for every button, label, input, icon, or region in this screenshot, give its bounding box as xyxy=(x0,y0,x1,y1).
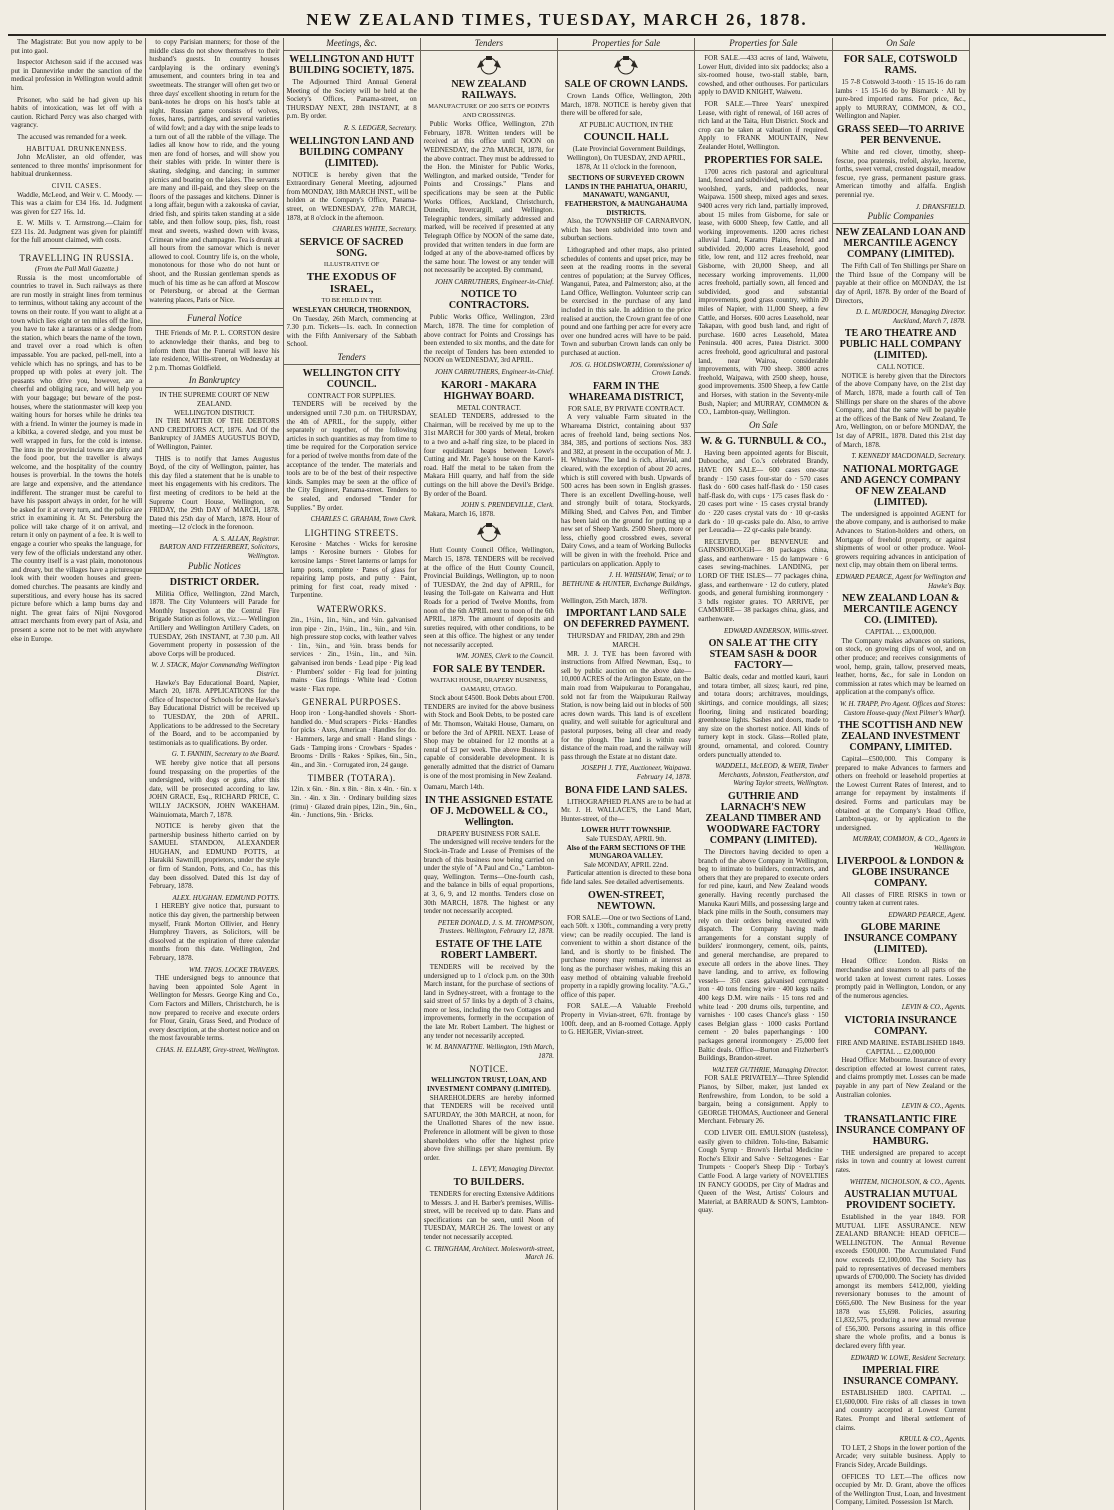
column-7 xyxy=(832,38,969,1510)
notice-subtitle: THURSDAY and FRIDAY, 28th and 29th MARCH. xyxy=(567,632,685,650)
notice-body: MR. J. J. TYE has been favored with instructions from Alfred Newman, Esq., to sell by public auction on the above date— 10,000 ACRES of the Arlington Estate, on the main road from Waipukurau to Porangahau, sold not far from the Waipukurau Railway Station, is now being laid out in blocks of 500 acres down wards. This land is of excellent quality, and well suitable for agricultural and pastoral purposes, being all clear and ready for the plough. The land is within easy distance of the main road, and the railway will pass through the Estate at no distant date. xyxy=(561,649,692,761)
section-heading: HABITUAL DRUNKENNESS. xyxy=(26,144,128,153)
notice-title: TE ARO THEATRE AND PUBLIC HALL COMPANY (LIMITED). xyxy=(839,328,962,362)
notice-subtitle: CAPITAL ... £2,000,000 xyxy=(866,1047,936,1056)
section-header: Public Notices xyxy=(146,561,282,574)
royal-crest-icon xyxy=(474,521,504,543)
list-heading: LIGHTING STREETS. xyxy=(304,527,399,538)
notice-title: COUNCIL HALL xyxy=(583,131,669,144)
column-6 xyxy=(694,38,831,1510)
notice-body: I HEREBY give notice that, pursuant to notice this day given, the partnership between myself, Frank Morton Ollivier, and Henry Humphrey Travers, as Solicitors, will be dissolved at the expiration of three calendar months from this date. Wellington, 2nd February, 1878. xyxy=(149,902,280,962)
notice-title: WELLINGTON AND HUTT BUILDING SOCIETY, 1875. xyxy=(289,54,415,76)
signature: J. H. WHISHAW, Tenui; or to xyxy=(608,571,692,580)
article-text: E. W. Mills v. T. Armstrong.—Claim for £23 11s. 2d. Judgment was given for plaintiff for the full amount claimed, with costs. xyxy=(11,219,143,245)
notice-subtitle: MANUFACTURE OF 200 SETS OF POINTS AND CROSSINGS. xyxy=(428,103,550,119)
signature: JOSEPH J. TYE, Auctioneer, Waipawa. February 14, 1878. xyxy=(581,764,692,781)
section-header: Tenders xyxy=(421,38,557,51)
notice-body: NOTICE is hereby given that the Extraordinary General Meeting, adjourned from MONDAY, 18th MARCH INST., will be holden at the Company's Office, Panama-street, on WEDNESDAY, 27th MARCH, 1878, at 8 o'clock in the afternoon. xyxy=(286,170,417,222)
notice-body: Baltic deals, cedar and mottled kauri, kauri and totara timber, all sizes; kauri, red pine, and totara doors; architraves, mouldings, skirtings, and cornice mouldings, all sizes; flooring, lining and rusticated boarding; greenhouse lights. Sashes and doors, made to any size on the shortest notice. All kinds of turnery kept in stock. Glass—Rolled plate, ground, ornamental, and colored. Country orders punctually attended to. xyxy=(698,673,829,759)
signature: G. T. FANNIN, Secretary to the Board. xyxy=(171,750,280,759)
notice-subtitle: Also of the FARM SECTIONS OF THE MUNGAROA VALLEY. xyxy=(566,843,686,861)
notice-body: Particular attention is directed to these bona fide land sales. See detailed advertisements. xyxy=(561,869,692,886)
notice-body: Having been appointed agents for Biscuit, Dubouche, and Co.'s celebrated Brandy, HAVE ON SALE— 600 cases one-star brandy · 150 cases four-star do · 570 cases flask do · 600 cases half-flask do · 150 cases half-flask do, with cups · 175 cases flask do · 20 cases port wine · 15 cases crystal brandy do · 220 cases crystal vats do · 10 qr-casks dark do · 10 qr-casks pale do. Also, to arrive per Leucadia— 22 qr-casks pale brandy. xyxy=(698,448,829,535)
notice-title: FARM IN THE WHAREAMA DISTRICT, xyxy=(568,380,684,403)
signature: JOHN S. PRENDEVILLE, Clerk. xyxy=(461,501,554,510)
notice-title: KARORI - MAKARA HIGHWAY BOARD. xyxy=(441,379,537,402)
notice-body: Crown Lands Office, Wellington, 20th March, 1878. NOTICE is hereby given that there will be offered for sale, xyxy=(561,92,692,118)
notice-body: SEALED TENDERS, addressed to the Chairman, will be received by me up to the 31st MARCH for 300 yards of Metal, broken to a two and a-half ring size, to be placed in four equidistant heaps between Lowe's Cutting and Mr. Page's house on the Karori-road. Half the metal to be taken from the Makara Hill quarry, and half from the side cuttings on the hill above the Devil's Bridge. By order of the Board. xyxy=(423,412,554,498)
supply-list: Hoop iron · Long-handled shovels · Short-handled do. · Mud scrapers · Picks · Handles for picks · Axes, American · Handles for do. · Hammers, large and small · Hand slings · Gads · Tamping irons · Crowbars · Spades · Brooms · Drills · Rakes · Spikes, 6in., 5in., 4in., and 3in. · Corrugated iron, 24 gauge. xyxy=(290,709,417,769)
section-header: Properties for Sale xyxy=(695,38,831,51)
signature: WHITEM, NICHOLSON, & CO., Agents. xyxy=(849,1177,966,1186)
list-heading: GENERAL PURPOSES. xyxy=(302,697,402,708)
notice-date: Wellington, 25th March, 1878. xyxy=(561,596,648,605)
section-header: Funeral Notice xyxy=(146,313,282,326)
signature: CHAS. H. ELLABY, Grey-street, Wellington. xyxy=(155,1045,280,1054)
section-header: Tenders xyxy=(284,352,420,365)
notice-title: SALE OF CROWN LANDS. xyxy=(564,79,688,90)
notice-title: W. & G. TURNBULL & CO., xyxy=(700,435,827,447)
supply-list: Kerosine · Matches · Wicks for kerosine lamps · Kerosine burners · Globes for kerosine lamps · Street lanterns or lamps for lamp posts, complete · Panes of glass for repairing lamp posts, and putty · Paint, priming for first coat, ready mixed · Turpentine. xyxy=(290,539,417,600)
notice-subtitle: AT PUBLIC AUCTION, IN THE xyxy=(579,120,674,129)
column-4 xyxy=(420,38,557,1510)
notice-body: The Fifth Call of Ten Shillings per Share on the Third Issue of the Company will be payable at their office on MONDAY, the 1st day of April, 1878. By order of the Board of Directors, xyxy=(835,262,966,305)
signature: JOS. G. HOLDSWORTH, Commissioner of Crown Lands. xyxy=(569,360,692,378)
notice-title: DISTRICT ORDER. xyxy=(169,576,260,588)
notice-subtitle: TO BE HELD IN THE xyxy=(321,297,382,305)
notice-body: Also, the TOWNSHIP OF CARNARVON, which has been subdivided into town and suburban sections. xyxy=(561,217,692,243)
column-2 xyxy=(145,38,282,1510)
notice-body: FOR SALE.—Three Years' unexpired Lease, with right of renewal, of 160 acres of rich land at the Taita, Hutt District. Stock and crop can be taken at valuation if required. Apply to FRANK MOUNTAIN, New Zealander Hotel, Wellington. xyxy=(698,99,829,151)
section-header: In Bankruptcy xyxy=(146,375,282,388)
signature: D. L. MURDOCH, Managing Director. Auckland, March 7, 1878. xyxy=(855,308,966,325)
article-text: Prisoner, who said he had given up his habits of intoxication, was let off with a caution. Richard Percy was also charged with vagrancy. xyxy=(11,95,143,130)
funeral-notice: THE Friends of Mr. P. L. CORSTON desire to acknowledge their thanks, and beg to inform them that the Funeral will leave his late residence, Willis-street, on Wednesday at 2 p.m. Thomas Goldfield. xyxy=(149,329,280,372)
notice-subtitle: Sale TUESDAY, APRIL 9th. xyxy=(585,834,667,843)
notice-body: Hawke's Bay Educational Board, Napier, March 20, 1878. APPLICATIONS for the office of Inspector of Schools for the Hawke's Bay Educational District will be received up to TUESDAY, the 20th of APRIL. Applications to be addressed to the Secretary of the Board, and to be accompanied by testimonials as to qualifications. By order. xyxy=(149,678,280,747)
notice-body: TENDERS will be received by the undersigned until 7.30 p.m. on THURSDAY, the 4th of APRIL, for the supply, either separately or together, of the following articles in such quantities as may from time to time be required for the Corporation service for a period of twelve months from date of the acceptance of the tender. The materials and tools are to be of the best of their respective kinds. Samples may be seen at the office of the City Engineer, Panama-street. Tenders to be sealed, and endorsed "Tender for Supplies." By order. xyxy=(286,400,417,512)
signature: J. DRANSFIELD. xyxy=(915,202,966,211)
signature: KRULL & CO., Agents. xyxy=(899,1435,966,1444)
bankruptcy-notice: THIS is to notify that James Augustus Boyd, of the city of Wellington, painter, has this day filed a statement that he is unable to meet his engagements with his creditors. The first meeting of creditors to be held at the Supreme Court House, Wellington, on FRIDAY, the 29th DAY of MARCH, 1878. Dated this 25th day of March, 1878. Hour of meeting—12 o'clock in the forenoon. xyxy=(149,454,280,532)
notice-subtitle: SECTIONS OF SURVEYED CROWN LANDS IN THE PAHIATUA, OHARIU, MANAWATU, WANGANUI, FEATHERSTON, & MAUNGAHAUMA DISTRICTS. xyxy=(564,174,688,217)
notice-title: NOTICE. xyxy=(469,1064,509,1075)
notice-body: 15 7-8 Cotswold 3-tooth · 15 15-16 do ram lambs · 15 15-16 do by Bismarck · All by pure-bred imported rams. For price, &c., apply to MURRAY, COMMON, & CO., Wellington and Napier. xyxy=(835,78,966,121)
article-body: to copy Parisian manners; for those of the middle class do not show themselves to their husband's guests. In country houses cardplaying is the ordinary evening's amusement, and counters bring in tea and sweetmeats. The stranger will often get two or three days' excellent shooting in return for the bank-notes he drops on his host's table at night. Russian game consists of wolves, foxes, hares, partridges, and several varieties of wild fowl; and a day with the snipe leads to a turn out of all the rabble of the village. The ladies all know how to ride, and the young men are fond of horses, and will show you their stables with pride. In winter there is skating, sledging, and dancing; in summer picnics and boating on the lakes. The servants are many and ill-paid, and they sleep on the floors of the passages and kitchens. Dinner is a long affair, begun with a zakouska of caviar, dried fish, and spirits taken standing at a side table, and then follow soup, pies, fish, roast meat and sweets, washed down with kvass, Crimean wine and champagne. Tea is drunk at all hours from the samovar which is never allowed to cool. Country life is, on the whole, monotonous for those who do not hunt or shoot, and the Russian gentleman spends as much of his time as he can afford at Moscow or Petersburg, or abroad at the German watering places, Paris or Nice. xyxy=(149,38,280,304)
notice-body: Lithographed and other maps, also printed schedules of contents and upset price, may be seen at the reading rooms in the several centres of population; at the Survey Offices, Wanganui, Patea, and Palmerston; also, at the Land Office, Wellington. Volunteer scrip can be exercised in the purchase of any land included in this sale. In addition to the price realised at auction, the Crown grant fee of one pound and one farthing per acre for every acre over one hundred acres will have to be paid. Town and suburban Crown lands can only be purchased at auction. xyxy=(561,245,692,358)
notice-subtitle: METAL CONTRACT. xyxy=(456,403,521,412)
section-heading: CIVIL CASES. xyxy=(51,181,102,190)
notice-body: TENDERS will be received by the undersigned up to 1 o'clock p.m. on the 30th March instant, for the purchase of sections of land in Sydney-street, with a frontage to the said street of 57 links by a depth of 3 chains, more or less, including the two Cottages and improvements, formerly in the occupation of the late Mr. Robert Lambert. The highest or any tender not necessarily accepted. xyxy=(423,962,554,1040)
notice-body: THE undersigned are prepared to accept risks in town and country at lowest current rates. xyxy=(835,1148,966,1174)
notice-title: NEW ZEALAND LOAN & MERCANTILE AGENCY CO. (LIMITED). xyxy=(841,593,960,627)
signature: R. S. LEDGER, Secretary. xyxy=(343,123,417,132)
article-title: TRAVELLING IN RUSSIA. xyxy=(19,253,134,264)
notice-title: TO BUILDERS. xyxy=(453,1176,525,1188)
column-1 xyxy=(8,38,145,1510)
notice-body: The Directors having decided to open a branch of the above Company in Wellington, beg to intimate to builders, contractors, and others that they are prepared to execute orders for red pine, kauri, and New Zealand woods generally. Having recently purchased the Manuka Kauri Mills, and possessing large and black pine mills in the South, consumers may rely on their orders being executed with dispatch. The Company having made arrangements for a constant supply of builders' ironmongery, cement, oils, paints, and general merchandise, are prepared to execute all orders in the above lines. They have landing, and to arrive, ex following vessels— 350 cases galvanised corrugated iron · 40 tons fencing wire · 400 kegs nails · 400 kegs D.M. wire nails · 15 tons red and white lead · 200 drums oils, turpentine, and varnishes · 100 cases Chance's glass · 150 cases Belgian glass · 1000 casks Portland cement · 20 bales paperhangings · 100 packages general ironmongery · 25,000 feet Baltic deals. Office—Burton and Fitzherbert's Buildings, Brandon-street. xyxy=(698,847,829,1063)
notice-body: Public Works Office, Wellington, 23rd March, 1878. The time for completion of above contract for Points and Crossings has been extended to six months, and the date for the receipt of Tenders has been extended to NOON on WEDNESDAY, 3rd APRIL. xyxy=(423,313,554,365)
notice-body: The Adjourned Third Annual General Meeting of the Society will be held at the Society's Offices, Panama-street, on THURSDAY NEXT, 28th INSTANT, at 8 p.m. By order. xyxy=(286,78,417,121)
signature: JOHN CARRUTHERS, Engineer-in-Chief. xyxy=(434,368,554,377)
notice-subtitle: Sale MONDAY, APRIL 22nd. xyxy=(583,860,669,869)
section-header: On Sale xyxy=(695,420,831,433)
signature: A. S. ALLAN, Registrar. xyxy=(212,534,280,543)
notice-title: WELLINGTON CITY COUNCIL. xyxy=(302,367,401,390)
section-header: On Sale xyxy=(833,38,969,51)
column-3 xyxy=(283,38,420,1510)
notice-subtitle: DRAPERY BUSINESS FOR SALE. xyxy=(437,829,541,838)
notice-body: THE undersigned begs to announce that having been appointed Sole Agent in Wellington for Messrs. George King and Co., Corn Factors and Millers, Christchurch, he is now prepared to receive and execute orders for Flour, Grain, Grass Seed, and Produce of every description, at the shortest notice and on the most favourable terms. xyxy=(149,974,280,1043)
notice-title: BONA FIDE LAND SALES. xyxy=(564,784,688,796)
signature: BARTON AND FITZHERBERT, Solicitors, Wellington. xyxy=(159,543,280,561)
notice-subtitle: LOWER HUTT TOWNSHIP. xyxy=(581,826,671,835)
bankruptcy-matter: IN THE MATTER OF THE DEBTORS AND CREDITORS ACT, 1876. And Of the Bankruptcy of JAMES AUGUSTUS BOYD, of Wellington, Painter. xyxy=(149,417,280,451)
article-text: The Magistrate: But you now apply to be put into gaol. xyxy=(11,38,143,55)
article-text: Waddle, McLeod, and Weir v. C. Moody. —This was a claim for £34 16s. 1d. Judgment was given for £27 16s. 1d. xyxy=(11,190,143,216)
signature: T. KENNEDY MACDONALD, Secretary. xyxy=(851,452,966,461)
article-text: John McAlister, an old offender, was sentenced to three months' imprisonment for habitual drunkenness. xyxy=(11,153,143,179)
notice-body: On Tuesday, 26th March, commencing at 7.30 p.m. Tickets—1s. each. In connection with the Fifth Anniversary of the Sabbath School. xyxy=(286,314,417,349)
signature: EDWARD ANDERSON, Willis-street. xyxy=(723,626,829,635)
event-title: THE EXODUS OF ISRAEL, xyxy=(306,271,397,296)
notice-body: 1700 acres rich pastoral and agricultural land, fenced and subdivided, with good house, woolshed, yards, and paddocks, near Waipawa. 1500 sheep, mixed ages and sexes. 9400 acres very rich land, partially improved, about 15 miles from Gisborne, for sale or lease, with 6000 Sheep, few Cattle, and all working improvements. 1200 acres richest alluvial Land, Karamu Plains, fenced and subdivided. 20,000 acres Leasehold, good title, low rent, and 112 acres freehold, near Gisborne, with 20,000 Sheep, and all necessary working improvements. 11,000 acres freehold, partially sown, all fenced and subdivided, good and substantial improvements, good grass country, within 20 miles of Napier, with 11,000 Sheep, a few Cattle, and Horses. 600 acres Leasehold, near Takapau, with good bush land, and right of purchase. 1600 acres Leasehold, Matea Peninsula. 400 acres, Patea District. 3000 acres freehold, good agricultural and pastoral land, near Wairoa, considerable improvements, with 700 sheep. 3800 acres freehold, Waipawa, with 2500 sheep, house, good improvements. 3500 Sheep, a few Cattle and Horses, with station in the Seventy-mile Bush, Napier; and MURRAY, COMMON & CO., Lambton-quay, Wellington. xyxy=(698,167,829,417)
signature: BETHUNE & HUNTER, Exchange Buildings, Wellington. xyxy=(562,579,692,597)
notice-title: WELLINGTON LAND AND BUILDING COMPANY (LIMITED). xyxy=(289,135,415,169)
signature: PETER DONALD, J. S. M. THOMPSON, Trustees. Wellington, February 12, 1878. xyxy=(437,918,554,936)
signature: WM. JONES, Clerk to the Council. xyxy=(456,652,554,661)
notice-body: White and red clover, timothy, sheep-fescue, poa pratensis, trefoil, alsyke, lucerne, forths, sweet vernal, crested dogstail, meadow fescue, rye grass, permanent pasture grass. American timothy and alfalfa. English perennial rye. xyxy=(835,147,966,199)
signature: LEVIN & CO., Agents. xyxy=(901,1102,966,1111)
supply-list: 2in., 1½in., 1in., ¾in., and ½in. galvanised iron pipe · 2in., 1½in., 1in., ¾in., and ½in. high pressure stop cocks, with leather valves · 1in., ¾in., and ½in. brass bends for services · 2in., 1½in., 1in., and ¾in. galvanised iron bends · Lead pipe · Pig lead · Plumbers' solder · Fig lead for jointing mains · Gas fittings · White lead · Cotton waste · Flax rope. xyxy=(290,615,417,693)
notice-body: FOR SALE.—433 acres of land, Waiwetu, Lower Hutt, divided into six paddocks; also a six-roomed house, two-stall stable, barn, cowshed, and other outhouses. For particulars apply to DAVID KNIGHT, Waiwetu. xyxy=(698,54,829,97)
divider xyxy=(146,308,282,309)
notice-body: Hutt County Council Office, Wellington, March 15, 1878. TENDERS will be received at the office of the Hutt County Council, Provincial Buildings, Wellington, up to noon of TUESDAY, the 2nd day of APRIL, for leasing the Toll-gate on Kaiwarra and Hutt Roads for a period of Twelve Months, from noon of the 6th APRIL next to noon of the 6th APRIL, 1879. The amount of deposits and sureties required, with other conditions, to be seen at this office. The highest or any tender not necessarily accepted. xyxy=(423,546,554,649)
event-place: WESLEYAN CHURCH, THORNDON, xyxy=(292,305,411,314)
notice-body: ESTABLISHED 1803. CAPITAL ... £1,600,000. Fire risks of all classes in town and country accepted at Lowest Current Rates. Prompt and liberal settlement of claims. xyxy=(835,1389,966,1432)
royal-crest-icon xyxy=(611,54,641,76)
signature: CHARLES WHITE, Secretary. xyxy=(332,225,417,234)
signature: ALEX. HUGHAN. EDMUND POTTS. xyxy=(172,893,280,902)
notice-body: SHAREHOLDERS are hereby informed that TENDERS will be received until SATURDAY, the 30th MARCH, at noon, for the Unallotted Shares of the new issue. Preference in allotment will be given to those shareholders who offer the highest price above five shillings per share premium. By order. xyxy=(423,1093,554,1162)
masthead xyxy=(8,6,1106,36)
notice-body: NOTICE is hereby given that the partnership business hitherto carried on by SAMUEL STANDON, ALEXANDER HUGHAN, and EDMUND POTTS, at Harakiki Sawmill, proprietors, under the style or firm of Standon, Potts, and Co., has this day been dissolved. Dated this 1st day of February, 1878. xyxy=(149,822,280,891)
notice-title: IN THE ASSIGNED ESTATE OF J. McDOWELL & CO., Wellington. xyxy=(424,794,553,828)
notice-title: NEW ZEALAND LOAN AND MERCANTILE AGENCY COMPANY (LIMITED). xyxy=(835,227,966,261)
notice-body: OFFICES TO LET.—The offices now occupied by Mr. D. Grant, above the offices of the Wellington Trust, Loan, and Investment Company, Limited. Possession 1st March. xyxy=(835,1472,966,1507)
section-header: Properties for Sale xyxy=(558,38,694,51)
signature: LEVIN & CO., Agents. xyxy=(901,1003,966,1012)
section-header: Meetings, &c. xyxy=(284,38,420,51)
notice-subtitle: CAPITAL ... £3,000,000. xyxy=(865,628,936,637)
notice-subtitle: CONTRACT FOR SUPPLIES. xyxy=(307,391,396,400)
notice-body: TENDERS for erecting Extensive Additions to Messrs. J. and H. Barber's premises, Willis-street, will be received up to date. Plans and specifications can be seen, until Noon of TUESDAY, MARCH 26. The lowest or any tender not necessarily accepted. xyxy=(423,1189,554,1241)
article-subtitle: (From the Pall Mall Gazette.) xyxy=(34,265,119,274)
signature: JOHN CARRUTHERS, Engineer-in-Chief. xyxy=(434,277,554,286)
article-text: The accused was remanded for a week. xyxy=(17,132,127,141)
signature: EDWARD PEARCE, Agent. xyxy=(888,910,966,919)
notice-title: FOR SALE BY TENDER. xyxy=(432,664,545,676)
notice-body: COD LIVER OIL EMULSION (tasteless), easily given to children. Tolu-tine, Balsamic Cough Syrup · Brown's Herbal Medicine · Roche's Elixir and Salve · Seltzogenes · Ear Trumpets · Cooper's Sheep Dip · Torbay's Cattle Food. A large variety of NOVELTIES IN FANCY GOODS, per City of Madras and Queen of the West, Artists' Colours and Material, at BARRAUD & SON'S, Lambton-quay. xyxy=(698,1128,829,1215)
notice-body: TO LET, 2 Shops in the lower portion of the Arcade; very suitable business. Apply to Francis Sidey, Arcade Buildings. xyxy=(835,1443,966,1469)
signature: WADDELL, McLEOD, & WEIR, Timber Merchants, Johnston, Featherston, and Waring Taylor streets, Wellington. xyxy=(715,762,829,788)
list-heading: WATERWORKS. xyxy=(316,603,387,614)
notice-body: A very valuable Farm situated in the Whareama District, containing about 937 acres of freehold land, being sections Nos. 384, 385, and portions of sections Nos. 383 and 382, at present in the occupation of Mr. J. H. Whitshaw. The land is rich, alluvial, and cleared, with the exception of about 20 acres, which is still covered with bush. Upwards of 500 acres has been sown in English grasses. There is an excellent Dwelling-house, well and strongly built of totara, Stockyards, Milking Shed, and Calves Pen, and Timber has been laid on the ground for putting up a new set of Sheep Yards. 2500 Sheep, more or less, chiefly good crossbred ewes, several Dairy Cows, and a team of Working Bullocks will be given in with the freehold. Price and particulars on application. Apply to xyxy=(561,413,692,568)
notice-body: LITHOGRAPHED PLANS are to be had at Mr. J. H. WALLACE'S, the Land Mart, Hunter-street, of the— xyxy=(561,797,692,823)
notice-title: FOR SALE, COTSWOLD RAMS. xyxy=(843,54,958,76)
notice-title: AUSTRALIAN MUTUAL PROVIDENT SOCIETY. xyxy=(844,1189,958,1212)
notice-body: NOTICE is hereby given that the Directors of the above Company have, on the 21st day of March, 1878, made a fourth call of Ten Shillings per share on the shares of the above Company, and that the same will be payable at the offices of the Bank of New Zealand, Te Aro, Wellington, on or before MONDAY, the 1st day of APRIL, 1878. Dated this 21st day of March, 1878. xyxy=(835,371,966,449)
notice-title: GLOBE MARINE INSURANCE COMPANY (LIMITED). xyxy=(843,922,958,956)
signature: WM. THOS. LOCKE TRAVERS. xyxy=(188,965,280,974)
notice-body: Head Office: Melbourne. Insurance of every description effected at lowest current rates, and claims promptly met. Losses can be made payable in any part of New Zealand or the Australian colonies. xyxy=(835,1056,966,1099)
article-text: Inspector Atcheson said if the accused was put in Dannevirke under the sanction of the medical profession in Wellington would admit him. xyxy=(11,58,143,92)
column-5 xyxy=(557,38,694,1510)
notice-body: The undersigned is appointed AGENT for the above company, and is authorised to make Advances to Station-holders and others, on Mortgage of freehold property, or against shipments of wool or other produce. Wool-growers requiring advances in anticipation of next clip, may obtain them on liberal terms. xyxy=(835,509,966,570)
columns xyxy=(8,38,1106,1507)
royal-crest-icon xyxy=(474,54,504,76)
signature: WALTER GUTHRIE, Managing Director. xyxy=(712,1065,829,1074)
notice-title: IMPORTANT LAND SALE ON DEFERRED PAYMENT. xyxy=(563,608,689,631)
notice-body: Head Office: London. Risks on merchandise and steamers to all parts of the world taken at lowest current rates. Losses promptly paid in Wellington, London, or any of the numerous agencies. xyxy=(835,957,966,1000)
notice-title: PROPERTIES FOR SALE. xyxy=(704,154,823,166)
signature: W. M. BANNATYNE. Wellington, 19th March, 1878. xyxy=(425,1043,554,1060)
signature: MURRAY, COMMON, & CO., Agents in Wellington. xyxy=(852,835,966,853)
notice-body: FOR SALE.—One or two Sections of Land, each 50ft. x 130ft., commanding a very pretty view; can be readily occupied. The land is convenient to within a short distance of the land, and is shortly to be finished. The purchase money may remain at interest as long as the purchaser wishes, making this an easy method of obtaining valuable freehold property in a rapidly growing locality. "A.G.," office of this paper. xyxy=(561,913,692,999)
notice-subtitle: ILLUSTRATIVE OF xyxy=(323,260,380,268)
notice-title: LIVERPOOL & LONDON & GLOBE INSURANCE COMPANY. xyxy=(836,855,965,889)
notice-subtitle: FIRE AND MARINE. ESTABLISHED 1849. xyxy=(836,1038,965,1047)
signature: EDWARD PEARCE, Agent for Wellington and Hawke's Bay. xyxy=(835,572,966,590)
notice-date: Makara, March 16, 1878. xyxy=(423,509,495,518)
notice-title: VICTORIA INSURANCE COMPANY. xyxy=(844,1014,957,1037)
notice-title: OWEN-STREET, NEWTOWN. xyxy=(588,889,665,912)
notice-body: All classes of FIRE RISKS in town or country taken at current rates. xyxy=(835,890,966,908)
section-header: Public Companies xyxy=(833,211,969,224)
notice-body: Stock about £4500. Book Debts about £700. TENDERS are invited for the above business with Stock and Book Debts, to be posted care of Mr. Thomson, Waitaki House, Oamaru, on or before the 3rd of APRIL NEXT. Lease of Shop may be obtained for 12 months at a rental of £3 per week. The above Business is capable of considerable development. It is generally admitted that the district of Oamaru is one of the most promising in New Zealand. xyxy=(423,694,554,780)
notice-body: FOR SALE PRIVATELY—Three Splendid Pianos, by Silber, maker, just landed ex Renfrewshire, from London, to be sold a bargain, being a consignment. Apply to GEORGE THOMAS, Auctioneer and General Merchant. February 26. xyxy=(698,1074,829,1126)
district-title: WELLINGTON DISTRICT. xyxy=(174,408,255,417)
notice-date: Oamaru, March 14th. xyxy=(423,783,485,792)
notice-subtitle: WELLINGTON TRUST, LOAN, AND INVESTMENT COMPANY (LIMITED). xyxy=(427,1076,551,1094)
notice-subtitle: FOR SALE, BY PRIVATE CONTRACT. xyxy=(568,404,685,413)
notice-body: FOR SALE.—A Valuable Freehold Property in Vivian-street, 67ft. frontage by 100ft. deep, and an 8-roomed Cottage. Apply to G. HEIGER, Vivian-street. xyxy=(561,1002,692,1037)
notice-body: Established in the year 1849. FOR MUTUAL LIFE ASSURANCE. NEW ZEALAND BRANCH: HEAD OFFICE—WELLINGTON. The Annual Revenue exceeds £500,000. The Accumulated Fund now exceeds £2,100,000. The Society has paid to representatives of deceased members upwards of £700,000. The Society has divided amongst its members £412,000, yielding reversionary bonuses to the amount of £665,600. The New Business for the year 1878 was £5,698. Policies, assuring £1,832,575, producing a new annual revenue of £56,300. Persons assuring in this office share the whole profits, and a bonus is declared every fifth year. xyxy=(835,1213,966,1350)
notice-title: TRANSATLANTIC FIRE INSURANCE COMPANY OF HAMBURG. xyxy=(835,1113,966,1147)
notice-body: Militia Office, Wellington, 22nd March, 1878. The City Volunteers will Parade for Monthly Inspection at the Central Fire Brigade Station as follows, viz.:— Wellington Artillery and Wellington Artillery Cadets, on TUESDAY, 26th INSTANT, at 7.30 p.m. All Government property in possession of the above Corps will be produced. xyxy=(149,589,280,658)
notice-subtitle: CALL NOTICE. xyxy=(877,363,925,372)
notice-body: (Late Provincial Government Buildings, Wellington), On TUESDAY, 2ND APRIL, 1878, At 11 o'clock in the forenoon, xyxy=(566,145,686,171)
signature: L. LEVY, Managing Director. xyxy=(472,1165,554,1174)
notice-title: NOTICE TO CONTRACTORS. xyxy=(448,289,529,312)
signature: W. J. STACK, Major Commanding Wellington District. xyxy=(151,661,280,678)
notice-title: ON SALE AT THE CITY STEAM SASH & DOOR FACTORY— xyxy=(708,638,819,672)
notice-title: GRASS SEED—TO ARRIVE PER BENVENUE. xyxy=(836,123,965,146)
notice-title: NATIONAL MORTGAGE AND AGENCY COMPANY OF NEW ZEALAND (LIMITED). xyxy=(840,463,961,508)
masthead-title: NEW ZEALAND TIMES, TUESDAY, MARCH 26, 1878. xyxy=(306,10,808,29)
notice-body: WE hereby give notice that all persons found trespassing on the properties of the undersigned, with dogs or guns, after this date, will be prosecuted according to law. JOHN GRACE, Esq., RICHARD PRICE, C. WILLY JACKSON, JOHN WAKEHAM. Wainuiomata, March 7, 1878. xyxy=(149,758,280,819)
notice-body: RECEIVED, per BENVENUE and GAINSBOROUGH— 80 packages china, glass, and earthenware · 15 do lampware · 6 cases sewing-machines. LANDING, per LORD OF THE ISLES— 77 packages china, glass, and earthenware · 12 do cutlery, plated goods, and general furnishing ironmongery · 3 bdls register grates. TO ARRIVE, per CAMMORE— 38 packages china, glass, and earthenware. xyxy=(698,537,829,624)
list-heading: TIMBER (TOTARA). xyxy=(307,773,396,784)
column-8 xyxy=(969,38,1106,1510)
court-title: IN THE SUPREME COURT OF NEW ZEALAND. xyxy=(159,391,270,408)
divider xyxy=(50,248,103,249)
notice-title: GUTHRIE AND LARNACH'S NEW ZEALAND TIMBER AND WOODWARE FACTORY COMPANY (LIMITED). xyxy=(705,790,822,846)
notice-title: SERVICE OF SACRED SONG. xyxy=(299,236,404,259)
article-body: Russia is the most uncomfortable of countries to travel in. Such railways as there are run mostly in straight lines from terminus to terminus, without taking any account of the towns on their route. If you want to alight at a town which lies eight or ten miles off the line, you have to take a tarantass or a sledge from the station, which bears the name of the town, and travel over a road which is often impassable. You are packed, pell-mell, into a vehicle which has no springs, and has to be propped up with poles at every jolt. The peasants who drive you, however, are a cheerful and obliging race, and will help you with your baggage; but beware of the post-houses, where the stationmaster will keep you waiting hours for horses while he drinks tea with a friend. In winter the journey is made in a kibitka, a covered sledge, and you must be well wrapped in furs, for the cold is intense. The inns in the provincial towns are dirty and the food poor, but the traveller is always welcome, and the hospitality of the country houses is proverbial. In the towns the hotels are large and expensive, and the attendance indifferent. The stranger must be careful to have his passport always in order, for he will be asked for it at every turn, and the police are strict in examining it. At St. Petersburg the police will take charge of it on arrival, and return it only on payment of a fee. It is well to engage a courier who speaks the language, for very few of the officials understand any other. The country itself is a vast plain, monotonous and dreary, but the villages have a picturesque look with their wooden houses and green-domed churches. The peasants are kindly and superstitious, and every house has its sacred picture before which a lamp burns day and night. The great fairs of Nijni Novgorod attract merchants from every part of Asia, and present a scene not to be met with anywhere else in Europe. xyxy=(11,273,143,643)
notice-title: ESTATE OF THE LATE ROBERT LAMBERT. xyxy=(435,938,543,961)
notice-subtitle: WAITAKI HOUSE, DRAPERY BUSINESS, OAMARU, OTAGO. xyxy=(430,677,548,693)
signature: CHARLES C. GRAHAM, Town Clerk. xyxy=(310,515,417,524)
signature: C. TRINGHAM, Architect. Molesworth-street, March 16. xyxy=(425,1244,554,1262)
signature: EDWARD W. LOWE, Resident Secretary. xyxy=(850,1353,966,1362)
notice-title: NEW ZEALAND RAILWAYS. xyxy=(451,79,527,101)
notice-title: THE SCOTTISH AND NEW ZEALAND INVESTMENT COMPANY, LIMITED. xyxy=(838,720,963,754)
notice-body: Capital—£500,000. This Company is prepared to make Advances to farmers and others on freehold or leasehold properties at the Lowest Current Rates of Interest, and to arrange for repayment by instalments if desired. Forms and particulars may be obtained at the Company's Head Office, Lambton-quay, or by application to the undersigned. xyxy=(835,755,966,832)
notice-body: Public Works Office, Wellington, 27th February, 1878. Written tenders will be received at this office until NOON on WEDNESDAY, the 27th MARCH, 1878, for the above contract. They must be addressed to the Hon. the Minister for Public Works, Wellington, and marked outside, "Tender for Points and Crossings." Plans and specifications may be seen at the Public Works Offices, Auckland, Christchurch, Dunedin, Invercargill, and Wellington. Telegraphic tenders, similarly addressed and marked, will be received if presented at any Telegraph Office by NOON of the same date, provided that written tenders in due form are lodged at any of the above-named offices by the same hour. The lowest or any tender will not necessarily be accepted. By command, xyxy=(423,120,554,275)
supply-list: 12in. x 6in. · 8in. x 8in. · 8in. x 4in. · 6in. x 3in. · 4in. x 3in. · Ordinary building sizes (rimu) · Glazed drain pipes, 12in., 9in., 6in., 4in. · Junctions, 9in. · Bricks. xyxy=(290,785,417,820)
signature: W. H. TRAPP, Pro Agent. Offices and Stores: Custom House-quay (Next Pilmer's Wharf). xyxy=(839,699,966,717)
notice-title: IMPERIAL FIRE INSURANCE COMPANY. xyxy=(843,1365,959,1388)
notice-body: The Company makes advances on stations, on stock, on growing clips of wool, and on other produce; and receives consignments of wool, hemp, grain, tallow, preserved meats, leather, horns, &c., for sale in London on commission at rates which may be learned on application at the company's office. xyxy=(835,636,966,697)
notice-body: The undersigned will receive tenders for the Stock-in-Trade and Lease of Premises of the branch of this business now being carried on under the style of "A Paul and Co.," Lambton-quay, Wellington. Terms—One-fourth cash, and the balance in bills of equal proportions, at 3, 6, 9, and 12 months. Tenders close on 30th MARCH, 1878. The highest or any tender not necessarily accepted. xyxy=(423,838,554,916)
